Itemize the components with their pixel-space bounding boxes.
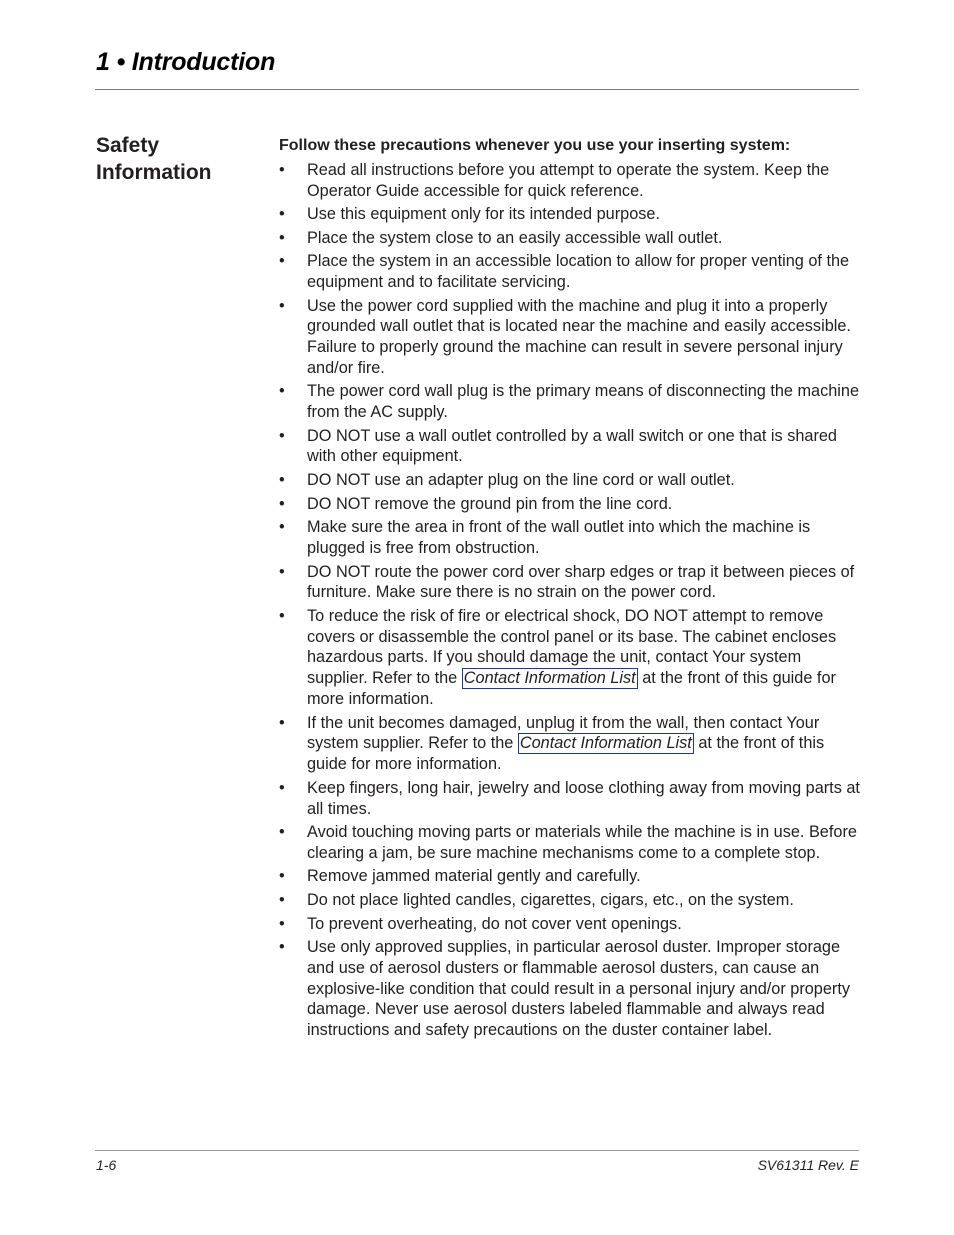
precaution-text: Avoid touching moving parts or materials while the machine is in use. Before clearing a jam, be sure machine mechanisms come to a complete stop. <box>307 823 857 862</box>
precaution-item <box>279 381 861 422</box>
precautions-content <box>279 135 861 1044</box>
precaution-item <box>279 426 861 467</box>
precaution-text: Use the power cord supplied with the machine and plug it into a properly grounded wall outlet that is located near the machine and easily accessible. Failure to properly ground the machine can result in severe personal injury and/or fire. <box>307 296 851 377</box>
bullet-marker: • <box>279 867 285 886</box>
chapter-title: 1 • Introduction <box>96 48 276 76</box>
bullet-marker: • <box>279 518 285 537</box>
bullet-marker: • <box>279 606 285 625</box>
precaution-text: Place the system in an accessible location to allow for proper venting of the equipment and to facilitate servicing. <box>307 252 850 292</box>
precautions-list <box>279 160 861 1041</box>
precaution-text: DO NOT use a wall outlet controlled by a wall switch or one that is shared with other equipment. <box>307 426 837 466</box>
precaution-item <box>279 914 861 935</box>
precaution-text: The power cord wall plug is the primary means of disconnecting the machine from the AC supply. <box>307 382 860 422</box>
contact-information-list-link[interactable]: Contact Information List <box>463 668 636 687</box>
precaution-text: DO NOT remove the ground pin from the line cord. <box>307 494 673 513</box>
bullet-marker: • <box>279 562 285 581</box>
precaution-item <box>279 470 861 491</box>
precaution-text: Use only approved supplies, in particular aerosol duster. Improper storage and use of aerosol dusters or flammable aerosol dusters, can cause an explosive-like condition that could result in a personal injury and/or property damage. Never use aerosol dusters labeled flammable and always read instructions and safety precautions on the duster container label. <box>307 938 851 1040</box>
precaution-item <box>279 562 861 603</box>
footer-divider <box>95 1150 859 1151</box>
section-heading: Safety Information <box>96 134 212 184</box>
precaution-text: Remove jammed material gently and carefully. <box>307 867 641 886</box>
bullet-marker: • <box>279 713 285 732</box>
precaution-item <box>279 160 861 201</box>
precaution-item <box>279 890 861 911</box>
bullet-marker: • <box>279 161 285 179</box>
precaution-text: at the front of this guide for more information. <box>307 668 836 708</box>
precaution-item <box>279 606 861 710</box>
precaution-text: To prevent overheating, do not cover vent openings. <box>307 914 682 933</box>
contact-information-list-link[interactable]: Contact Information List <box>519 734 692 753</box>
precaution-text: Read all instructions before you attempt to operate the system. Keep the Operator Guide accessible for quick reference. <box>307 161 830 200</box>
precaution-item <box>279 296 861 379</box>
bullet-marker: • <box>279 382 285 401</box>
precaution-item <box>279 866 861 887</box>
precaution-item <box>279 822 861 863</box>
precaution-item <box>279 937 861 1041</box>
bullet-marker: • <box>279 205 285 224</box>
bullet-marker: • <box>279 823 285 842</box>
precaution-item <box>279 494 861 515</box>
precaution-item <box>279 251 861 292</box>
bullet-marker: • <box>279 296 285 315</box>
precaution-item <box>279 204 861 225</box>
bullet-marker: • <box>279 228 285 247</box>
precaution-item <box>279 778 861 819</box>
bullet-marker: • <box>279 426 285 445</box>
header-divider <box>95 89 859 90</box>
precaution-text: Keep fingers, long hair, jewelry and loose clothing away from moving parts at all times. <box>307 778 860 818</box>
bullet-marker: • <box>279 252 285 271</box>
precaution-text: Do not place lighted candles, cigarettes, cigars, etc., on the system. <box>307 891 794 910</box>
bullet-marker: • <box>279 471 285 490</box>
precaution-item <box>279 228 861 249</box>
bullet-marker: • <box>279 914 285 933</box>
precaution-item <box>279 713 861 775</box>
bullet-marker: • <box>279 778 285 797</box>
bullet-marker: • <box>279 891 285 910</box>
precautions-intro: Follow these precautions whenever you use your inserting system: <box>279 137 791 154</box>
precaution-item <box>279 517 861 558</box>
precaution-text: To reduce the risk of fire or electrical shock, DO NOT attempt to remove covers or disassemble the control panel or its base. The cabinet encloses hazardous parts. If you should damage the unit, contact Your system supplier. Refer to the <box>307 606 837 687</box>
bullet-marker: • <box>279 938 285 957</box>
precaution-text: Use this equipment only for its intended purpose. <box>307 205 660 224</box>
page-number: 1-6 <box>96 1157 117 1173</box>
bullet-marker: • <box>279 494 285 513</box>
precaution-text: If the unit becomes damaged, unplug it from the wall, then contact Your system supplier. Refer to the <box>307 713 820 753</box>
document-number: SV61311 Rev. E <box>757 1157 859 1173</box>
precaution-text: DO NOT route the power cord over sharp edges or trap it between pieces of furniture. Make sure there is no strain on the power cord. <box>307 562 855 602</box>
precaution-text: DO NOT use an adapter plug on the line cord or wall outlet. <box>307 471 735 490</box>
precaution-text: at the front of this guide for more information. <box>307 734 825 774</box>
precaution-text: Make sure the area in front of the wall outlet into which the machine is plugged is free from obstruction. <box>307 518 811 557</box>
precaution-text: Place the system close to an easily accessible wall outlet. <box>307 228 723 247</box>
